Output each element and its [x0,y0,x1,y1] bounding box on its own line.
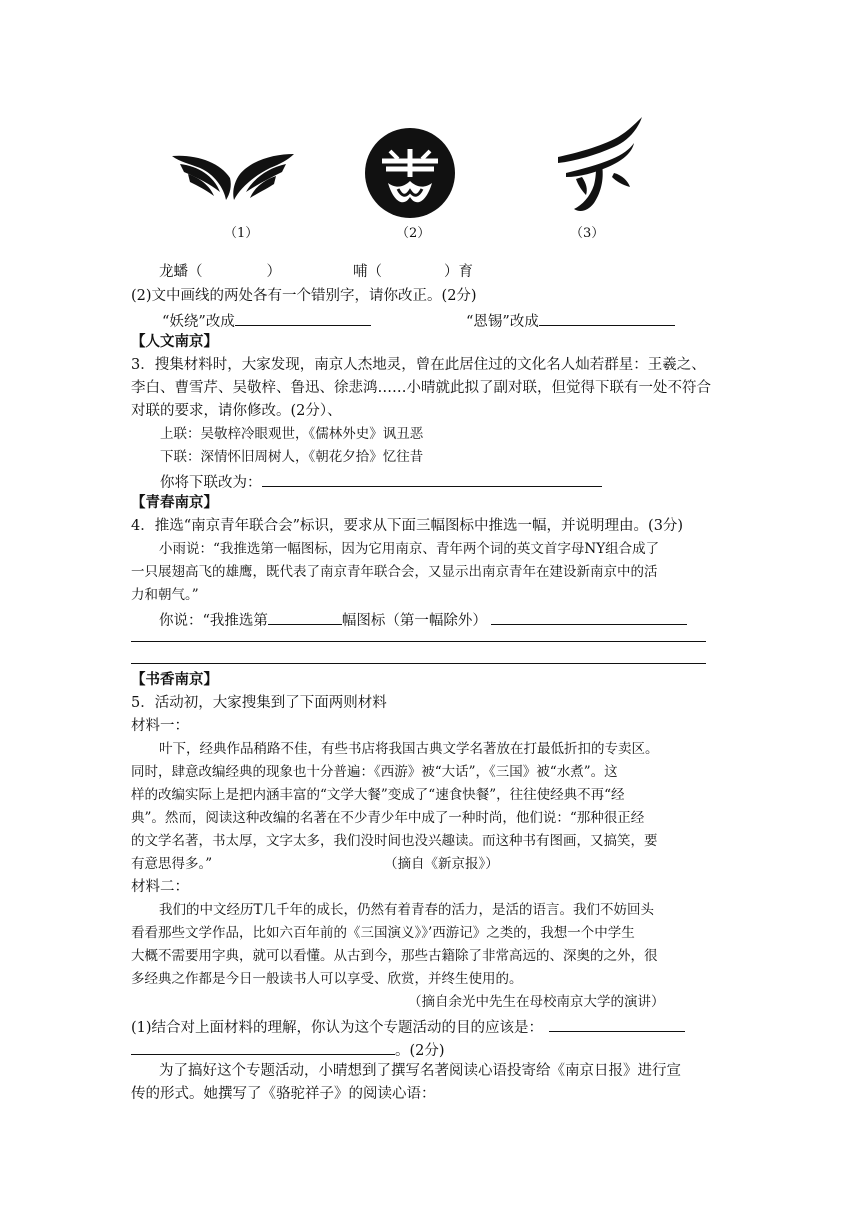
material1-line5: 的文学名著，书太厚，文字太多，我们没时间也没兴趣读。而这种书有图画，又搞笑，要 [131,833,658,849]
material1-line3: 样的改编实际上是把内涵丰富的“文学大餐”变成了“速食快餐”，往往使经典不再“经 [131,787,625,803]
circle-glyph-emblem-icon [364,127,456,219]
material1-line1: 叶下，经典作品稍路不佳，有些书店将我国古典文学名著放在打最低折扣的专卖区。 [159,741,659,757]
q3-line2: 李白、曹雪芹、吴敬梓、鲁迅、徐悲鸿……小晴就此拟了副对联，但觉得下联有一处不符合 [131,380,711,396]
q5-sub1-row: (1)结合对上面材料的理解，你认为这个专题活动的目的应该是： [131,1015,685,1038]
material1-source: （摘自《新京报》） [384,856,499,872]
material2-line2: 看看那些文学作品，比如六百年前的《三国演义》》’西游记》之类的，我想一个中学生 [131,925,635,941]
q5-sub1-cont: 。(2分) [131,1038,445,1061]
longpan-blank-row: 龙蟠（ ） [159,264,281,280]
q5-purpose-blank-2[interactable] [131,1038,395,1055]
winged-ny-emblem-icon [170,148,296,204]
material2-line1: 我们的中文经历T几千年的成长，仍然有着青春的活力，是活的语言。我们不妨回头 [159,902,655,918]
couplet-lower: 下联：深情怀旧周树人，《朝花夕拾》忆往昔 [160,449,424,465]
couplet-upper: 上联：吴敬梓冷眼观世，《儒林外史》讽丑恶 [160,426,424,442]
q3-line3: 对联的要求，请你修改。(2分）、 [131,403,342,419]
material1-title: 材料一： [131,718,189,734]
material2-line3: 大概不需要用字典，就可以看懂。从古到今，那些古籍除了非常高远的、深奥的之外，很 [131,948,658,964]
fix2-row: “恩锡”改成 [466,309,675,332]
q4-line1: 4．推选“南京青年联合会”标识，要求从下面三幅图标中推选一幅，并说明理由。(3分) [131,518,684,534]
section-heading-renwen: 【人文南京】 [131,333,218,350]
brush-glyph-emblem-icon [552,115,644,215]
xiaoyu-line3: 力和朝气。” [131,587,199,603]
q4-answer-line-2[interactable] [131,663,706,664]
material1-line2: 同时，肆意改编经典的现象也十分普遍：《西游》被“大话”，《三国》被“水煮”。这 [131,764,618,780]
logo-caption-2: （2） [396,226,431,241]
fix1-row: “妖绕”改成 [162,309,371,332]
q3-line1: 3．搜集材料时，大家发现，南京人杰地灵，曾在此居住过的文化名人灿若群星：王羲之、 [131,357,706,373]
q5-intro: 5．活动初，大家搜集到了下面两则材料 [131,695,387,711]
material1-line6: 有意思得多。” [131,856,213,872]
xiaoyu-line2: 一只展翅高飞的雄鹰，既代表了南京青年联合会，又显示出南京青年在建设新南京中的活 [131,564,658,580]
q4-answer-line-1[interactable] [131,641,706,642]
xiaoyu-line1: 小雨说：“我推选第一幅图标，因为它用南京、青年两个词的英文首字母NY组合成了 [159,541,660,557]
q5-para-line1: 为了搞好这个专题活动，小晴想到了撰写名著阅读心语投寄给《南京日报》进行宣 [159,1063,681,1079]
logo-caption-1: （1） [224,226,259,241]
material2-title: 材料二： [131,879,189,895]
q5-para-line2: 传的形式。她撰写了《骆驼祥子》的阅读心语： [131,1086,436,1102]
fix2-answer-blank[interactable] [539,309,675,326]
q2-sub2: (2)文中画线的两处各有一个错别字，请你改正。(2分) [131,288,477,304]
q3-answer-row: 你将下联改为： [160,470,602,493]
q4-you-say-row: 你说：“我推选第 幅图标（第一幅除外） [159,608,687,631]
q5-purpose-blank-1[interactable] [549,1015,685,1032]
section-heading-qingchun: 【青春南京】 [131,494,218,511]
q4-reason-blank[interactable] [491,608,687,625]
material2-line4: 多经典之作都是今日一般读书人可以享受、欣赏，并终生使用的。 [131,971,523,987]
q3-answer-blank[interactable] [262,470,602,487]
bu-blank-row: 哺（ ）育 [353,264,473,280]
q4-choice-blank[interactable] [268,608,342,625]
fix1-answer-blank[interactable] [235,309,371,326]
section-heading-shuxiang: 【书香南京】 [131,671,218,688]
logo-caption-3: （3） [570,226,605,241]
material1-line4: 典”。然而，阅读这种改编的名著在不少青少年中成了一种时尚，他们说：“那种很正经 [131,810,645,826]
material2-source: （摘自余光中先生在母校南京大学的演讲） [408,994,665,1010]
